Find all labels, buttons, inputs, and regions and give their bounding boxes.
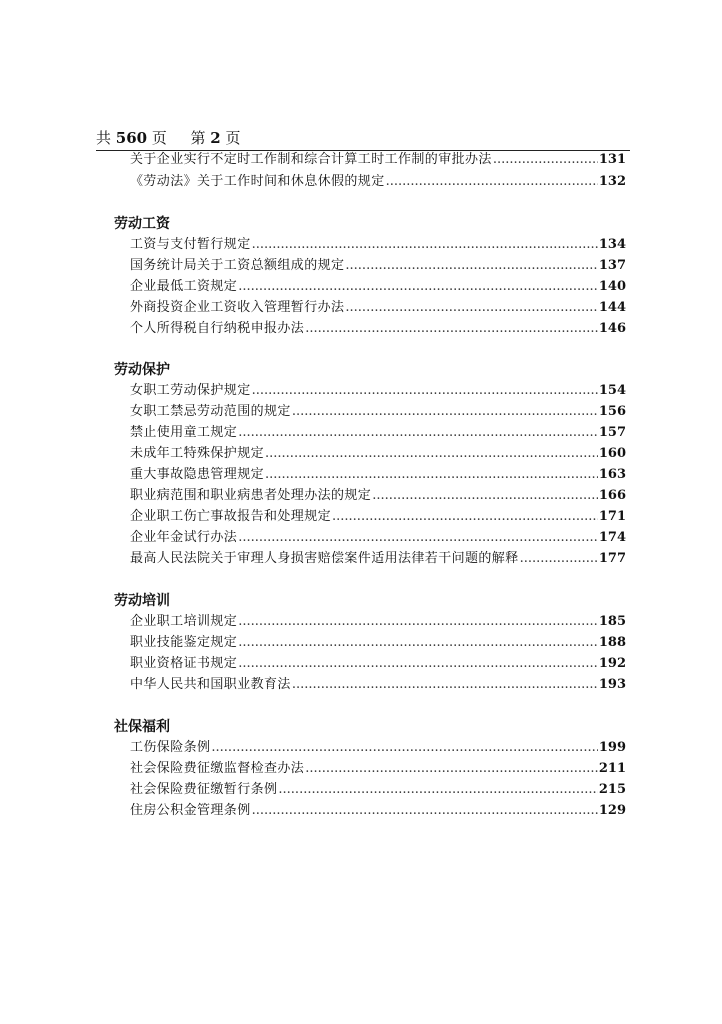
- toc-entry-title: 未成年工特殊保护规定: [130, 446, 265, 461]
- total-pages: 560: [115, 129, 148, 147]
- toc-entry-page: 215: [598, 782, 626, 797]
- toc-entry[interactable]: [130, 738, 626, 756]
- toc-entry-title: 社会保险费征缴暂行条例: [130, 782, 278, 797]
- toc-entry-page: 132: [598, 174, 626, 189]
- toc-entry-page: 157: [598, 425, 626, 440]
- toc-entry-page: 171: [598, 509, 626, 524]
- dot-leader: [332, 508, 598, 525]
- current-page: 2: [210, 129, 221, 147]
- dot-leader: [252, 236, 598, 253]
- dot-leader: [493, 151, 598, 168]
- dot-leader: [292, 676, 598, 693]
- toc-entry-title: 住房公积金管理条例: [130, 803, 251, 818]
- dot-leader: [265, 445, 598, 462]
- toc-entry-title: 企业最低工资规定: [130, 279, 238, 294]
- toc-entry-page: 137: [598, 258, 626, 273]
- toc-entry-page: 131: [598, 152, 626, 167]
- toc-entry-title: 国务统计局关于工资总额组成的规定: [130, 258, 345, 273]
- toc-entry-title: 企业年金试行办法: [130, 530, 238, 545]
- dot-leader: [345, 299, 597, 316]
- toc-entry[interactable]: [130, 298, 626, 316]
- dot-leader: [345, 257, 597, 274]
- toc-entry-title: 职业病范围和职业病患者处理办法的规定: [130, 488, 372, 503]
- toc-entry[interactable]: [130, 319, 626, 337]
- dot-leader: [238, 655, 598, 672]
- toc-entry[interactable]: [130, 256, 626, 274]
- toc-entry-title: 个人所得税自行纳税申报办法: [130, 321, 305, 336]
- toc-entry-title: 社会保险费征缴监督检查办法: [130, 761, 305, 776]
- toc-entry-page: 188: [598, 635, 626, 650]
- toc-entry[interactable]: [130, 654, 626, 672]
- toc-entry[interactable]: [130, 528, 626, 546]
- toc-entry[interactable]: [130, 381, 626, 399]
- dot-leader: [238, 634, 598, 651]
- toc-entry-title: 企业职工培训规定: [130, 614, 238, 629]
- section-heading: 社保福利: [114, 719, 170, 735]
- toc-entry-page: 144: [598, 300, 626, 315]
- toc-entry-page: 140: [598, 279, 626, 294]
- toc-entry-title: 外商投资企业工资收入管理暂行办法: [130, 300, 345, 315]
- toc-entry-title: 工伤保险条例: [130, 740, 211, 755]
- dot-leader: [278, 781, 597, 798]
- toc-entry-page: 177: [598, 551, 626, 566]
- toc-entry[interactable]: [130, 150, 626, 168]
- toc-entry-page: 193: [598, 677, 626, 692]
- total-prefix: 共: [96, 129, 112, 147]
- toc-entry-page: 192: [598, 656, 626, 671]
- toc-entry-title: 禁止使用童工规定: [130, 425, 238, 440]
- dot-leader: [386, 173, 598, 190]
- toc-entry-page: 160: [598, 446, 626, 461]
- total-suffix: 页: [151, 129, 167, 147]
- dot-leader: [305, 320, 598, 337]
- toc-entry[interactable]: [130, 172, 626, 190]
- dot-leader: [520, 550, 598, 567]
- dot-leader: [372, 487, 598, 504]
- toc-entry[interactable]: [130, 507, 626, 525]
- toc-entry[interactable]: [130, 465, 626, 483]
- toc-entry[interactable]: [130, 675, 626, 693]
- toc-entry-page: 199: [598, 740, 626, 755]
- dot-leader: [238, 424, 598, 441]
- dot-leader: [252, 382, 598, 399]
- toc-entry[interactable]: [130, 612, 626, 630]
- toc-entry-page: 154: [598, 383, 626, 398]
- toc-entry[interactable]: [130, 277, 626, 295]
- toc-entry-title: 关于企业实行不定时工作制和综合计算工时工作制的审批办法: [130, 152, 492, 167]
- toc-entry-title: 职业技能鉴定规定: [130, 635, 238, 650]
- toc-entry-title: 女职工禁忌劳动范围的规定: [130, 404, 291, 419]
- toc-entry-page: 134: [598, 237, 626, 252]
- toc-entry-title: 工资与支付暂行规定: [130, 237, 251, 252]
- toc-entry-title: 《劳动法》关于工作时间和休息休假的规定: [130, 174, 385, 189]
- toc-entry-page: 166: [598, 488, 626, 503]
- toc-entry[interactable]: [130, 444, 626, 462]
- toc-entry-title: 最高人民法院关于审理人身损害赔偿案件适用法律若干问题的解释: [130, 551, 519, 566]
- dot-leader: [238, 529, 598, 546]
- toc-entry[interactable]: [130, 235, 626, 253]
- toc-entry[interactable]: [130, 486, 626, 504]
- toc-entry-title: 企业职工伤亡事故报告和处理规定: [130, 509, 332, 524]
- toc-entry[interactable]: [130, 549, 626, 567]
- dot-leader: [211, 739, 597, 756]
- toc-entry[interactable]: [130, 423, 626, 441]
- section-heading: 劳动工资: [114, 216, 170, 232]
- toc-entry-page: 174: [598, 530, 626, 545]
- current-suffix: 页: [225, 129, 241, 147]
- toc-entry[interactable]: [130, 633, 626, 651]
- toc-entry-page: 156: [598, 404, 626, 419]
- dot-leader: [292, 403, 598, 420]
- toc-entry-title: 女职工劳动保护规定: [130, 383, 251, 398]
- toc-entry-page: 185: [598, 614, 626, 629]
- toc-entry-page: 129: [598, 803, 626, 818]
- current-prefix: 第: [190, 129, 206, 147]
- toc-entry-page: 146: [598, 321, 626, 336]
- toc-entry-page: 163: [598, 467, 626, 482]
- dot-leader: [238, 278, 598, 295]
- dot-leader: [265, 466, 598, 483]
- toc-entry-title: 中华人民共和国职业教育法: [130, 677, 291, 692]
- toc-entry[interactable]: [130, 801, 626, 819]
- dot-leader: [252, 802, 598, 819]
- toc-entry-title: 职业资格证书规定: [130, 656, 238, 671]
- section-heading: 劳动保护: [114, 362, 170, 378]
- toc-entry[interactable]: [130, 402, 626, 420]
- toc-entry-page: 211: [598, 761, 626, 776]
- dot-leader: [305, 760, 598, 777]
- toc-entry-title: 重大事故隐患管理规定: [130, 467, 265, 482]
- section-heading: 劳动培训: [114, 593, 170, 609]
- toc-entry[interactable]: [130, 780, 626, 798]
- dot-leader: [238, 613, 598, 630]
- toc-entry[interactable]: [130, 759, 626, 777]
